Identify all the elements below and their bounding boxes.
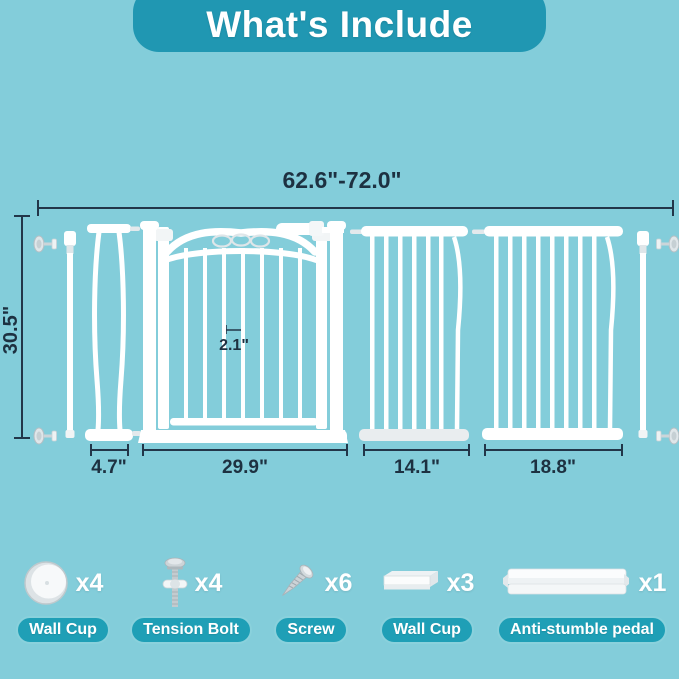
large-panel-dimension: 18.8" bbox=[530, 457, 576, 478]
part-count: x4 bbox=[75, 568, 104, 597]
part-screw bbox=[256, 556, 366, 644]
part-count: x6 bbox=[324, 568, 353, 597]
bar-gap-bracket bbox=[226, 325, 243, 334]
screw-icon bbox=[270, 558, 320, 608]
small-panel-dimension: 4.7" bbox=[91, 457, 127, 478]
dimension-lines bbox=[14, 200, 673, 456]
wall-cup-channel-icon bbox=[380, 568, 442, 598]
part-tension-bolt bbox=[138, 556, 244, 644]
part-label: Anti-stumble pedal bbox=[497, 616, 667, 644]
page-title: What's Include bbox=[206, 4, 473, 45]
extension-panel-small bbox=[85, 224, 141, 441]
part-label: Screw bbox=[274, 616, 347, 644]
main-gate bbox=[138, 221, 348, 443]
part-count: x3 bbox=[446, 568, 475, 597]
wall-cup-disc-icon bbox=[23, 559, 71, 607]
bar-gap-dimension: 2.1" bbox=[219, 337, 249, 354]
part-wall-cup-round bbox=[8, 556, 118, 644]
part-count: x1 bbox=[638, 568, 667, 597]
extension-panel-large bbox=[472, 226, 623, 440]
part-wall-cup-channel bbox=[370, 556, 484, 644]
extension-panel-medium bbox=[350, 226, 469, 441]
height-dimension: 30.5" bbox=[0, 305, 22, 355]
part-count: x4 bbox=[194, 568, 223, 597]
total-width-dimension: 62.6"-72.0" bbox=[282, 167, 402, 193]
medium-panel-dimension: 14.1" bbox=[394, 457, 440, 478]
part-label: Wall Cup bbox=[16, 616, 110, 644]
part-anti-stumble-pedal bbox=[490, 556, 674, 644]
tension-bolt-icon bbox=[160, 556, 190, 610]
part-label: Wall Cup bbox=[380, 616, 474, 644]
part-label: Tension Bolt bbox=[130, 616, 252, 644]
gate-panel-dimension: 29.9" bbox=[222, 457, 268, 478]
anti-stumble-pedal-icon bbox=[498, 563, 634, 603]
